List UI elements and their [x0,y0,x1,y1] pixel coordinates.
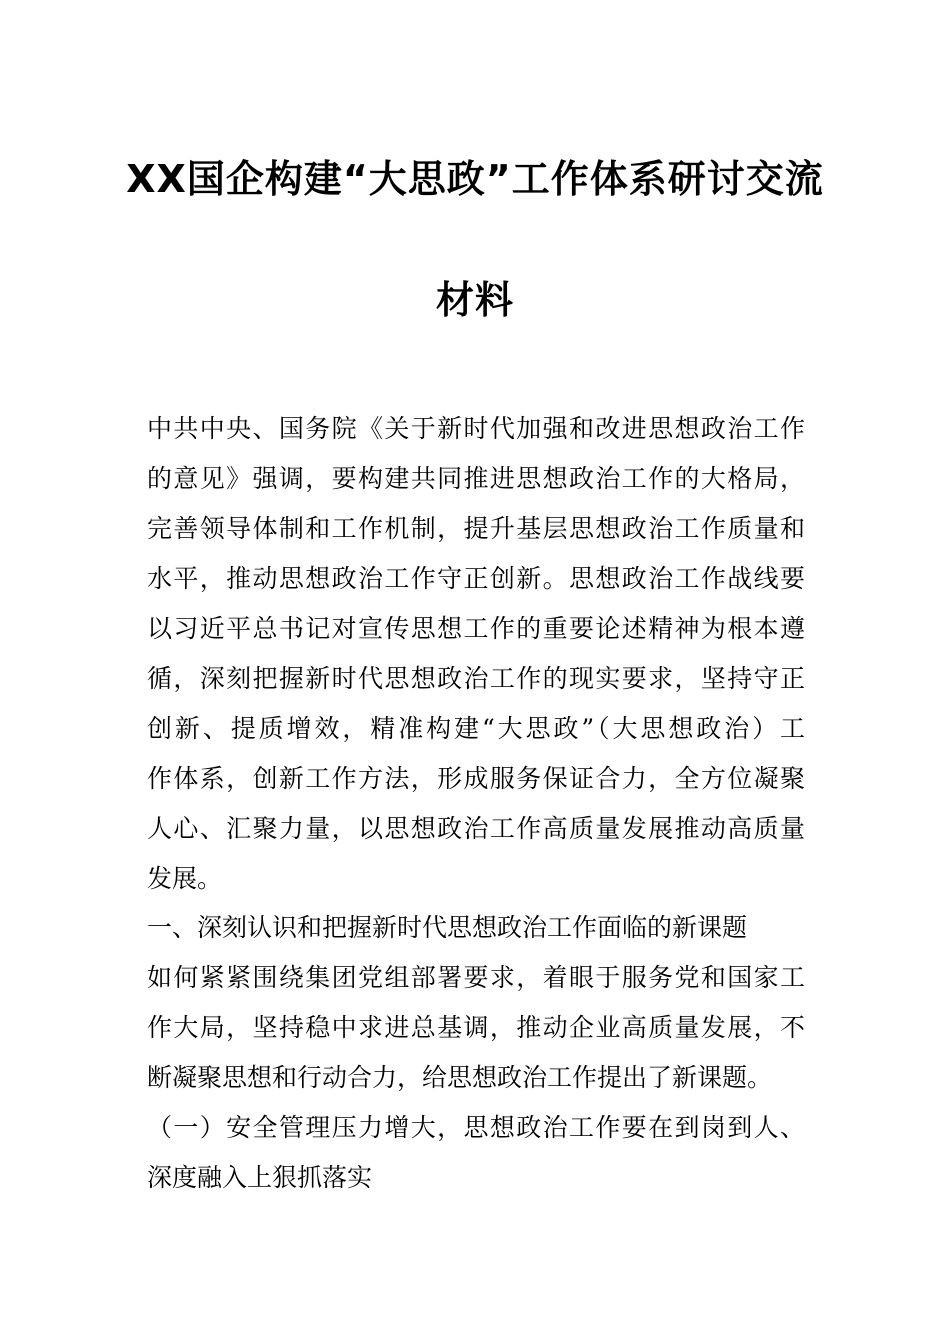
paragraph-2-line-3: 断凝聚思想和行动合力，给思想政治工作提出了新课题。 [147,1063,773,1092]
document-title-line-2: 材料 [435,278,514,322]
paragraph-1-line-9: 人心、汇聚力量，以思想政治工作高质量发展推动高质量 [147,814,805,843]
paragraph-1-line-10: 发展。 [147,864,223,893]
paragraph-1-line-1: 中共中央、国务院《关于新时代加强和改进思想政治工作 [147,414,805,443]
paragraph-1-line-4: 水平，推动思想政治工作守正创新。思想政治工作战线要 [147,564,805,593]
paragraph-1-line-2: 的意见》强调，要构建共同推进思想政治工作的大格局， [147,464,805,493]
paragraph-1-line-3: 完善领导体制和工作机制，提升基层思想政治工作质量和 [147,514,805,543]
paragraph-1-line-6: 循，深刻把握新时代思想政治工作的现实要求，坚持守正 [147,664,805,693]
section-heading-1: 一、深刻认识和把握新时代思想政治工作面临的新课题 [147,913,748,942]
paragraph-2-line-2: 作大局，坚持稳中求进总基调，推动企业高质量发展，不 [147,1013,805,1042]
paragraph-2-line-1: 如何紧紧围绕集团党组部署要求，着眼于服务党和国家工 [147,963,805,992]
paragraph-1-line-8: 作体系，创新工作方法，形成服务保证合力，全方位凝聚 [147,764,805,793]
document-title-line-1: XX国企构建“大思政”工作体系研讨交流 [126,157,824,201]
subheading-1-line-1: （一）安全管理压力增大，思想政治工作要在到岗到人、 [147,1113,805,1142]
paragraph-1-line-5: 以习近平总书记对宣传思想工作的重要论述精神为根本遵 [147,614,805,643]
subheading-1-line-2: 深度融入上狠抓落实 [147,1163,373,1192]
paragraph-1-line-7: 创新、提质增效，精准构建“大思政”（大思想政治）工 [147,714,805,743]
